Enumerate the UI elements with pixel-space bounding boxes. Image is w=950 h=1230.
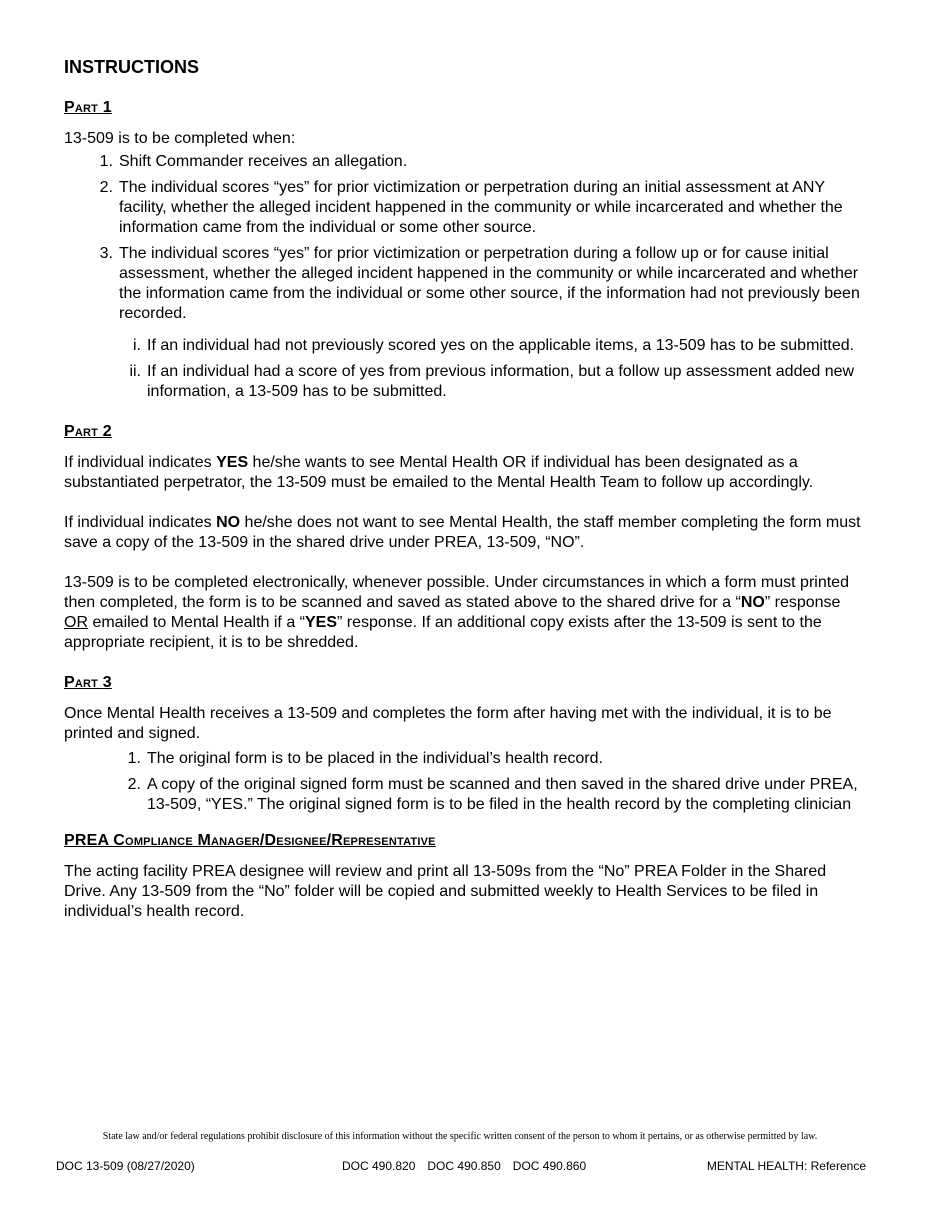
list-item: 2. The individual scores “yes” for prior victimization or perpetration during an initial assessment at ANY facility, whether the alleged incident happened in the community or while incarcerated and whether the information came from the individual or some other source. [99, 179, 843, 236]
part-2-section [64, 422, 864, 653]
part-3-intro: Once Mental Health receives a 13-509 and completes the form after having met with the individual, it is to be printed and signed. [64, 705, 832, 742]
list-item: 3. The individual scores “yes” for prior victimization or perpetration during a follow up or for cause initial assessment, whether the alleged incident happened in the community or while incarcerated and whether the information came from the individual or some other source, if the information had not previously been recorded. i. If an individual had not previously scored yes on the applicable items, a 13-509 has to be submitted. ii. If an individual had a score of yes from previous information, but a follow up assessment added new information, a 13-509 has to be submitted. [119, 244, 864, 402]
part-3-list [127, 749, 864, 815]
page-title: INSTRUCTIONS [64, 57, 199, 77]
policy-ref: DOC 490.850 [427, 1159, 501, 1173]
form-category: MENTAL HEALTH: Reference [706, 1159, 866, 1173]
part-1-heading: Part 1 [64, 99, 112, 116]
part-1-sublist [129, 336, 864, 402]
list-item: 1. The original form is to be placed in the individual’s health record. [127, 750, 603, 767]
form-id: DOC 13-509 (08/27/2020) [56, 1159, 195, 1173]
part-2-paragraph-yes: If individual indicates YES he/she wants to see Mental Health OR if individual has been designated as a substantiated perpetrator, the 13-509 must be emailed to the Mental Health Team to follow up accordingly. [64, 454, 814, 491]
page-footer [56, 1158, 866, 1174]
policy-ref: DOC 490.860 [512, 1159, 587, 1173]
part-2-paragraph-electronic: 13-509 is to be completed electronically, whenever possible. Under circumstances in which a form must printed then completed, the form is to be scanned and saved as stated above to the shared drive for a “NO” response OR emailed to Mental Health if a “YES” response. If an additional copy exists after the 13-509 is sent to the appropriate recipient, it is to be shredded. [64, 574, 849, 651]
part-1-list [99, 152, 864, 402]
sub-list-item: ii. If an individual had a score of yes from previous information, but a follow up assessment added new information, a 13-509 has to be submitted. [129, 363, 855, 400]
prea-section [64, 831, 864, 922]
list-item: 2. A copy of the original signed form must be scanned and then saved in the shared drive under PREA, 13-509, “YES.” The original signed form is to be filed in the health record by the completing clinician [127, 776, 858, 813]
part-1-section [64, 98, 864, 402]
prea-paragraph: The acting facility PREA designee will review and print all 13-509s from the “No” PREA Folder in the Shared Drive. Any 13-509 from the “No” folder will be copied and submitted weekly to Health Services to be filed in individual’s health record. [64, 863, 827, 920]
policy-references [342, 1158, 598, 1174]
prea-heading: PREA Compliance Manager/Designee/Representative [64, 832, 436, 849]
part-1-intro: 13-509 is to be completed when: [64, 130, 296, 147]
part-2-paragraph-no: If individual indicates NO he/she does not want to see Mental Health, the staff member completing the form must save a copy of the 13-509 in the shared drive under PREA, 13-509, “NO”. [64, 514, 861, 551]
confidentiality-notice: State law and/or federal regulations prohibit disclosure of this information without the specific written consent of the person to whom it pertains, or as otherwise permitted by law. [102, 1131, 818, 1142]
sub-list-item: i. If an individual had not previously scored yes on the applicable items, a 13-509 has to be submitted. [133, 337, 855, 354]
policy-ref: DOC 490.820 [342, 1159, 416, 1173]
part-2-heading: Part 2 [64, 423, 112, 440]
part-3-heading: Part 3 [64, 674, 112, 691]
part-3-section [64, 673, 864, 815]
list-item: 1. Shift Commander receives an allegation. [99, 153, 408, 170]
document-body [64, 56, 864, 942]
